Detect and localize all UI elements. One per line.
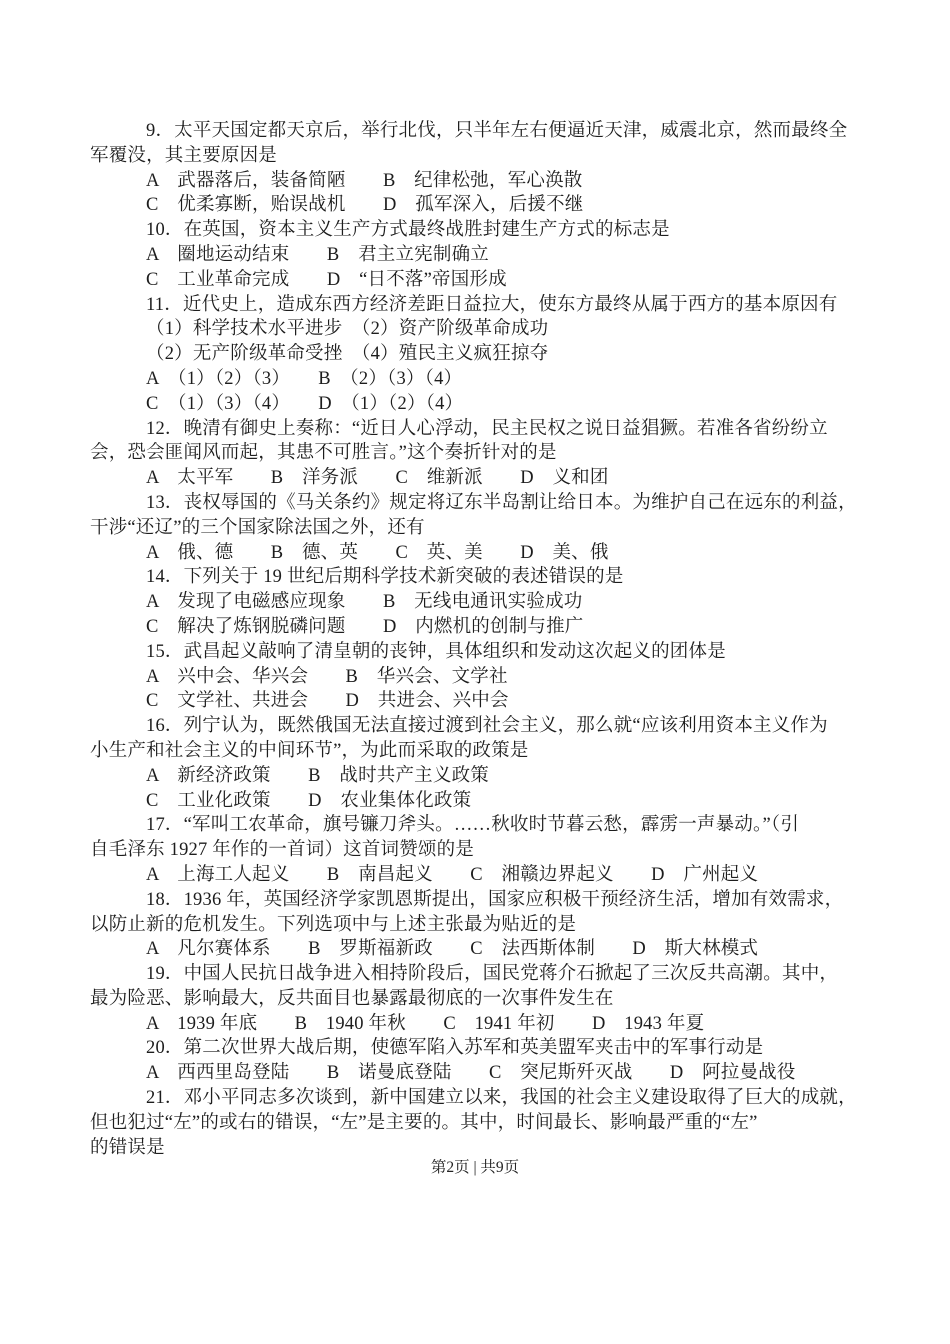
question-9-line-2: 军覆没，其主要原因是 [90, 145, 278, 166]
question-9-line-4: C 优柔寡断，贻误战机 D 孤军深入，后援不继 [146, 195, 584, 216]
question-12-line-3: A 太平军 B 洋务派 C 维新派 D 义和团 [146, 468, 609, 489]
question-14-line-2: A 发现了电磁感应现象 B 无线电通讯实验成功 [146, 592, 583, 613]
question-16-line-2: 小生产和社会主义的中间环节”，为此而采取的政策是 [90, 740, 529, 761]
question-12-line-2: 会，恐会匪闻风而起，其患不可胜言。”这个奏折针对的是 [90, 443, 557, 464]
question-18-line-1: 18．1936 年，英国经济学家凯恩斯提出，国家应积极干预经济生活，增加有效需求， [146, 889, 844, 910]
question-list [90, 119, 865, 1160]
question-9-line-3: A 武器落后，装备简陋 B 纪律松弛，军心涣散 [146, 170, 583, 191]
question-15-line-3: C 文学社、共进会 D 共进会、兴中会 [146, 691, 509, 712]
question-18-line-3: A 凡尔赛体系 B 罗斯福新政 C 法西斯体制 D 斯大林模式 [146, 939, 759, 960]
question-20-line-1: 20．第二次世界大战后期，使德军陷入苏军和英美盟军夹击中的军事行动是 [146, 1038, 764, 1059]
question-21-line-3: 的错误是 [90, 1137, 165, 1158]
question-17-line-3: A 上海工人起义 B 南昌起义 C 湘赣边界起义 D 广州起义 [146, 864, 759, 885]
question-19-line-3: A 1939 年底 B 1940 年秋 C 1941 年初 D 1943 年夏 [146, 1013, 705, 1034]
question-17-line-1: 17．“军叫工农革命，旗号镰刀斧头。……秋收时节暮云愁，霹雳一声暴动。”（引 [146, 815, 800, 836]
question-21-line-2: 但也犯过“左”的或右的错误，“左”是主要的。其中，时间最长、影响最严重的“左” [90, 1112, 758, 1133]
question-20-line-2: A 西西里岛登陆 B 诺曼底登陆 C 突尼斯歼灭战 D 阿拉曼战役 [146, 1063, 796, 1084]
question-10-line-3: C 工业革命完成 D “日不落”帝国形成 [146, 269, 507, 290]
question-11-line-5: C （1）（3）（4） D （1）（2）（4） [146, 393, 464, 414]
question-16-line-4: C 工业化政策 D 农业集体化政策 [146, 790, 472, 811]
question-18-line-2: 以防止新的危机发生。下列选项中与上述主张最为贴近的是 [90, 914, 577, 935]
question-14-line-3: C 解决了炼钢脱磷问题 D 内燃机的创制与推广 [146, 616, 584, 637]
question-19-line-2: 最为险恶、影响最大，反共面目也暴露最彻底的一次事件发生在 [90, 988, 614, 1009]
question-14-line-1: 14．下列关于 19 世纪后期科学技术新突破的表述错误的是 [146, 567, 624, 588]
question-10-line-2: A 圈地运动结束 B 君主立宪制确立 [146, 244, 489, 265]
question-13-line-3: A 俄、德 B 德、英 C 英、美 D 美、俄 [146, 542, 609, 563]
question-21-line-1: 21．邓小平同志多次谈到，新中国建立以来，我国的社会主义建设取得了巨大的成就， [146, 1088, 857, 1109]
question-11-line-2: （1）科学技术水平进步 （2）资产阶级革命成功 [146, 319, 549, 340]
question-16-line-3: A 新经济政策 B 战时共产主义政策 [146, 765, 489, 786]
question-13-line-2: 干涉“还辽”的三个国家除法国之外，还有 [90, 517, 425, 538]
question-17-line-2: 自毛泽东 1927 年作的一首词）这首词赞颂的是 [90, 840, 475, 861]
question-10-line-1: 10．在英国，资本主义生产方式最终战胜封建生产方式的标志是 [146, 220, 670, 241]
question-19-line-1: 19．中国人民抗日战争进入相持阶段后，国民党蒋介石掀起了三次反共高潮。其中， [146, 964, 839, 985]
question-15-line-2: A 兴中会、华兴会 B 华兴会、文学社 [146, 666, 508, 687]
question-9-line-1: 9．太平天国定都天京后，举行北伐，只半年左右便逼近天津，威震北京，然而最终全 [146, 121, 848, 141]
page-footer: 第2页 | 共9页 [430, 1159, 520, 1176]
question-15-line-1: 15．武昌起义敲响了清皇朝的丧钟，具体组织和发动这次起义的团体是 [146, 641, 726, 662]
question-11-line-4: A （1）（2）（3） B （2）（3）（4） [146, 368, 463, 389]
question-12-line-1: 12．晚清有御史上奏称：“近日人心浮动，民主民权之说日益猖獗。若准各省纷纷立 [146, 418, 828, 439]
question-13-line-1: 13．丧权辱国的《马关条约》规定将辽东半岛割让给日本。为维护自己在远东的利益， [146, 492, 857, 513]
question-16-line-1: 16．列宁认为，既然俄国无法直接过渡到社会主义，那么就“应该利用资本主义作为 [146, 716, 828, 737]
question-11-line-1: 11．近代史上，造成东西方经济差距日益拉大，使东方最终从属于西方的基本原因有 [146, 294, 838, 315]
question-11-line-3: （2）无产阶级革命受挫 （4）殖民主义疯狂掠夺 [146, 344, 549, 365]
